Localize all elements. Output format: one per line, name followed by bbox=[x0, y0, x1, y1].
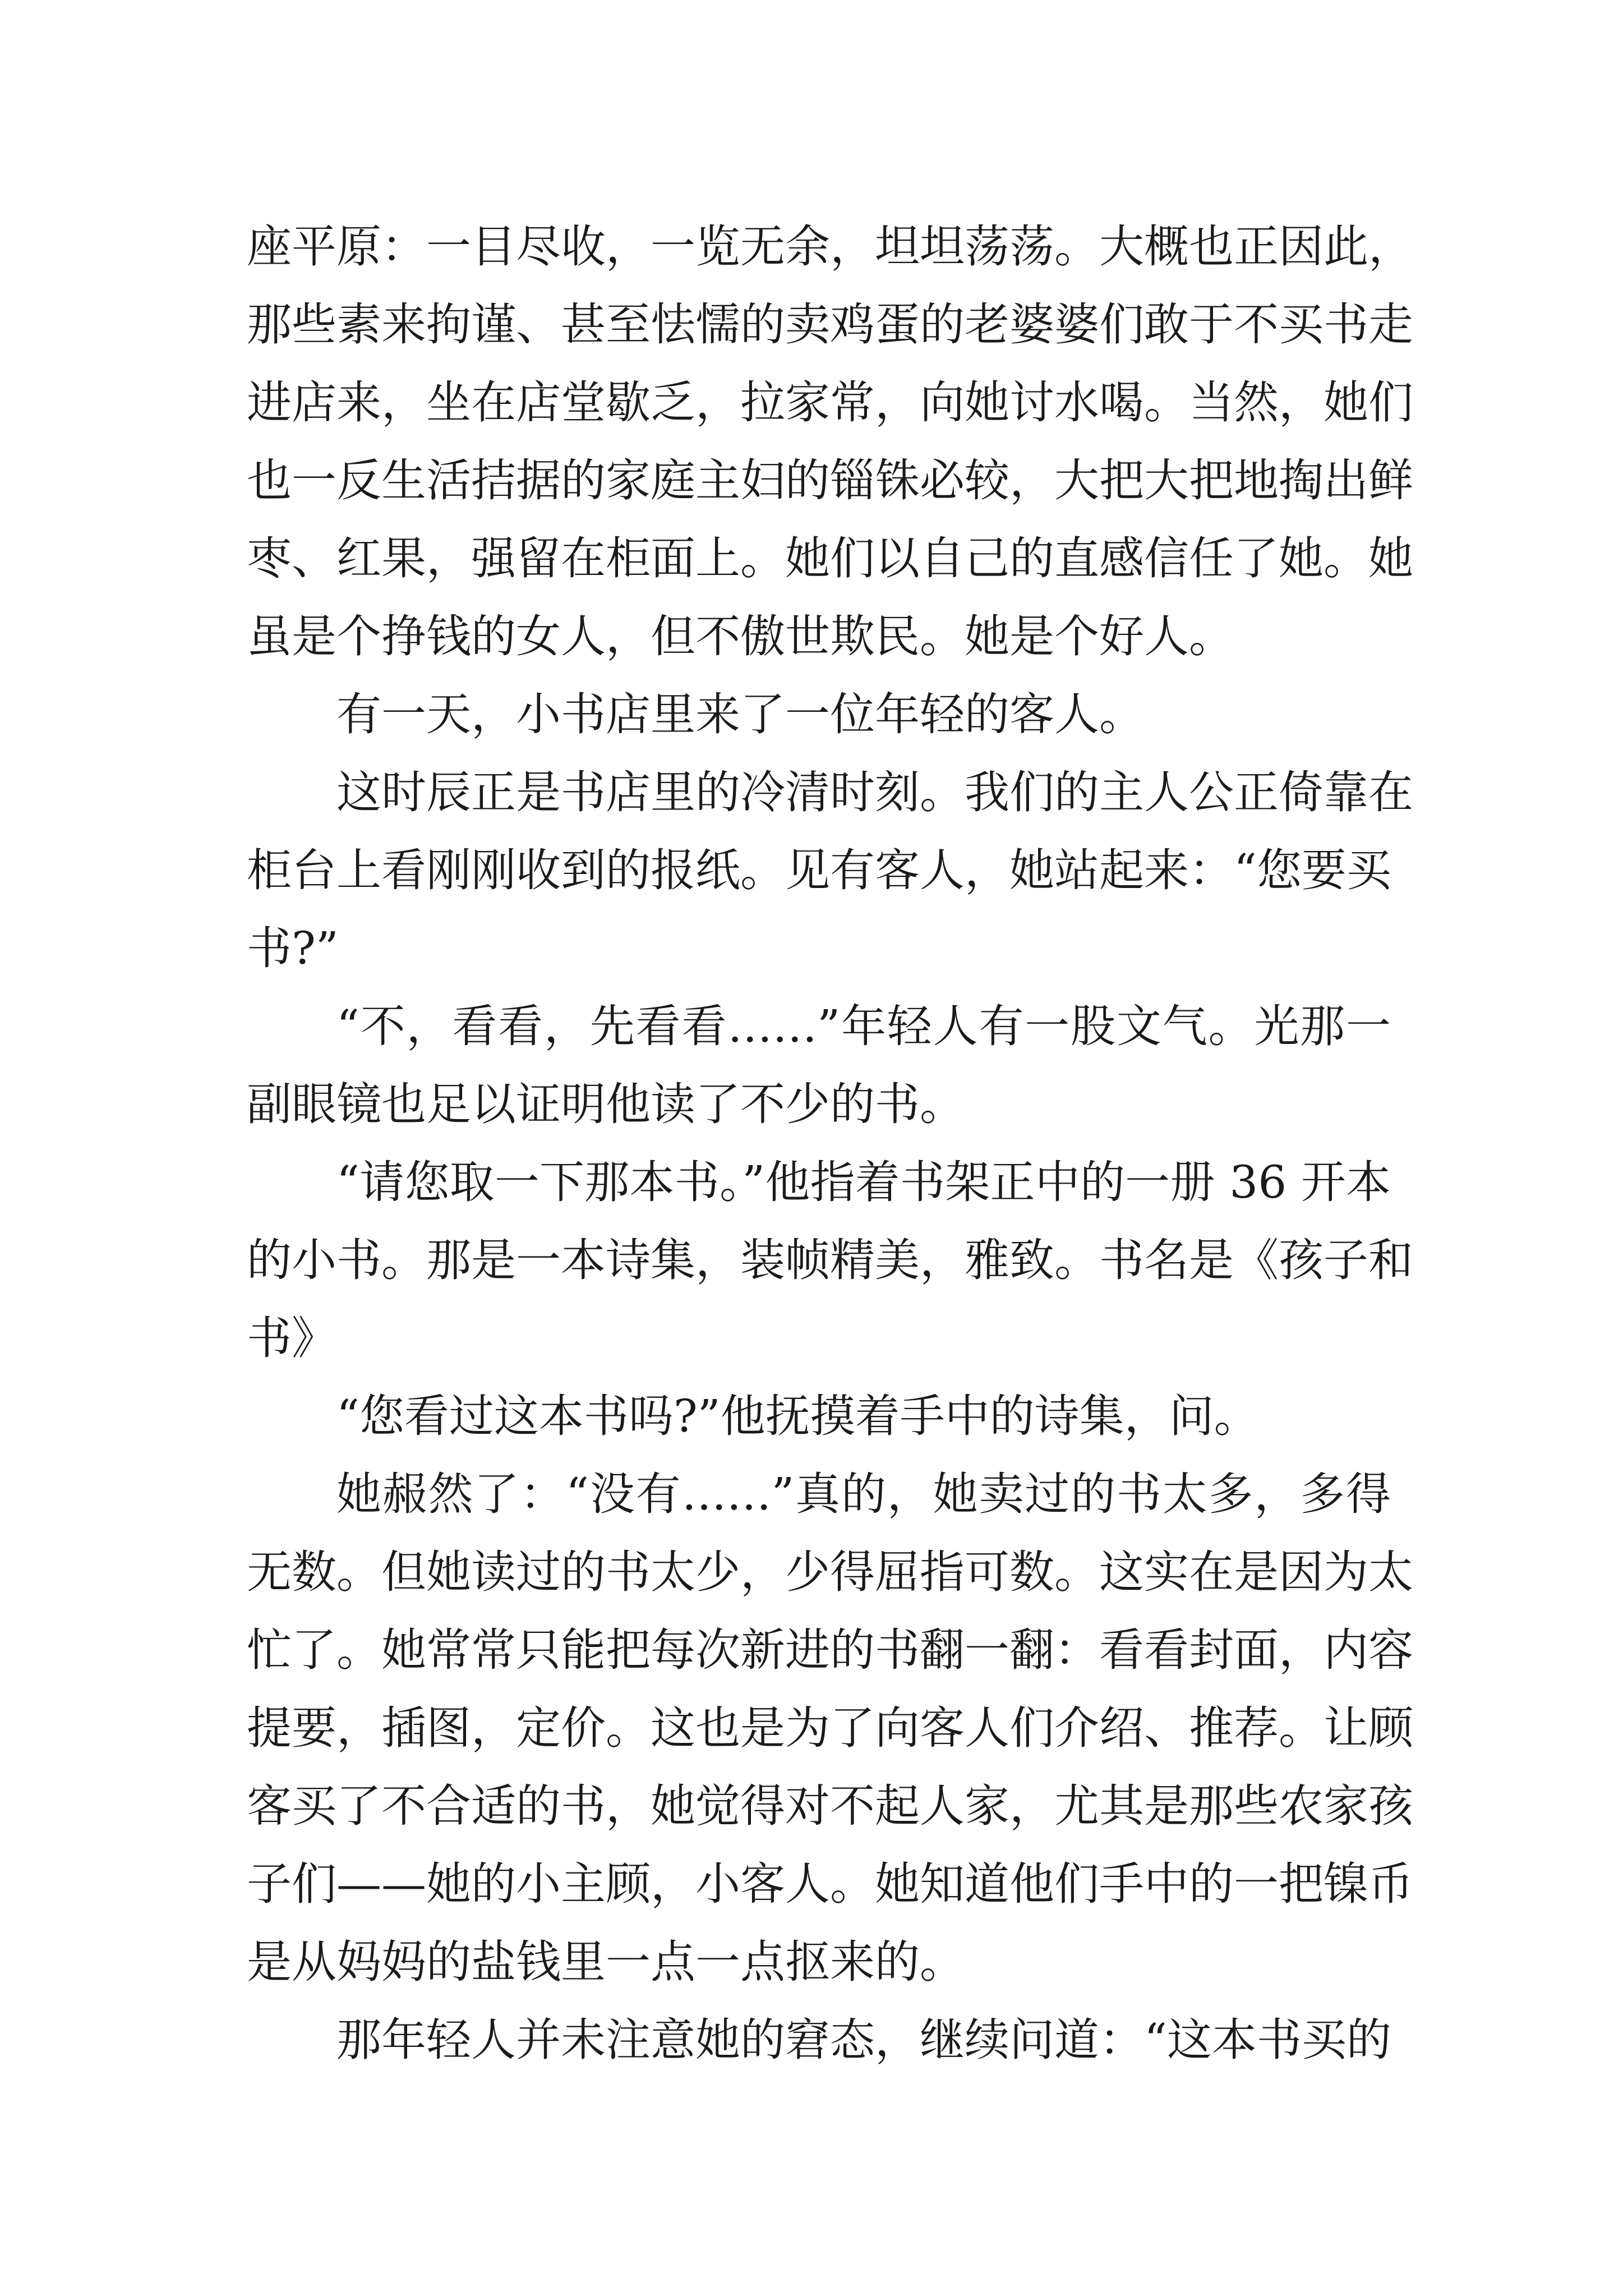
text-line: 她赧然了：“没有……”真的，她卖过的书太多，多得 bbox=[336, 1468, 1391, 1520]
text-line: 子们——她的小主顾，小客人。她知道他们手中的一把镍币 bbox=[247, 1858, 1413, 1910]
text-line: “您看过这本书吗?”他抚摸着手中的诗集，问。 bbox=[336, 1390, 1259, 1442]
text-line: 书?” bbox=[247, 922, 339, 974]
text-line: 是从妈妈的盐钱里一点一点抠来的。 bbox=[247, 1936, 965, 1988]
text-line: 副眼镜也足以证明他读了不少的书。 bbox=[247, 1078, 965, 1130]
text-line: 忙了。她常常只能把每次新进的书翻一翻：看看封面，内容 bbox=[247, 1624, 1413, 1676]
text-line: 提要，插图，定价。这也是为了向客人们介绍、推荐。让顾 bbox=[247, 1702, 1413, 1754]
text-line: 进店来，坐在店堂歇乏，拉家常，向她讨水喝。当然，她们 bbox=[247, 376, 1413, 429]
text-line: 的小书。那是一本诗集，装帧精美，雅致。书名是《孩子和 bbox=[247, 1234, 1413, 1286]
text-line: 无数。但她读过的书太少，少得屈指可数。这实在是因为太 bbox=[247, 1546, 1413, 1598]
text-line: 有一天，小书店里来了一位年轻的客人。 bbox=[336, 688, 1144, 740]
text-line: 柜台上看刚刚收到的报纸。见有客人，她站起来：“您要买 bbox=[247, 844, 1391, 896]
text-line: 这时辰正是书店里的冷清时刻。我们的主人公正倚靠在 bbox=[336, 766, 1413, 818]
text-line: “不，看看，先看看……”年轻人有一股文气。光那一 bbox=[336, 1000, 1391, 1052]
text-line: “请您取一下那本书。”他指着书架正中的一册 36 开本 bbox=[336, 1156, 1391, 1208]
text-line: 也一反生活拮据的家庭主妇的锱铢必较，大把大把地掏出鲜 bbox=[247, 454, 1413, 507]
text-line: 那些素来拘谨、甚至怯懦的卖鸡蛋的老婆婆们敢于不买书走 bbox=[247, 298, 1413, 351]
text-line: 枣、红果，强留在柜面上。她们以自己的直感信任了她。她 bbox=[247, 532, 1413, 585]
text-line: 那年轻人并未注意她的窘态，继续问道：“这本书买的 bbox=[336, 2014, 1391, 2066]
body-text bbox=[247, 208, 1413, 2079]
text-line: 客买了不合适的书，她觉得对不起人家，尤其是那些农家孩 bbox=[247, 1780, 1413, 1832]
text-line: 虽是个挣钱的女人，但不傲世欺民。她是个好人。 bbox=[247, 610, 1234, 662]
text-line: 座平原：一目尽收，一览无余，坦坦荡荡。大概也正因此， bbox=[247, 220, 1413, 273]
text-line: 书》 bbox=[247, 1312, 336, 1364]
